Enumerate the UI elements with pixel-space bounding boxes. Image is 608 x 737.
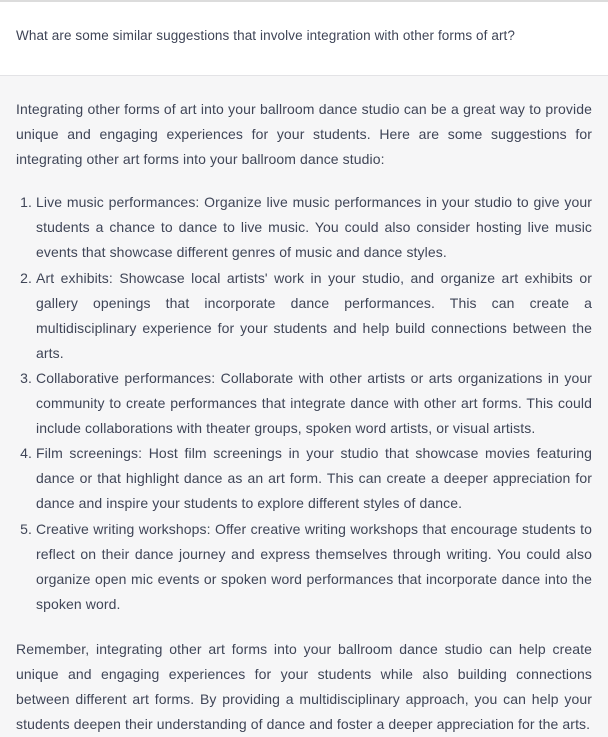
list-item: 3. Collaborative performances: Collaborate with other artists or arts organizations in your community to create performances that integrate dance with other art forms. This could include collaborations with theater groups, spoken word artists, or visual artists. <box>36 366 592 441</box>
list-item: 2. Art exhibits: Showcase local artists' work in your studio, and organize art exhibits or gallery openings that incorporate dance performances. This can create a multidisciplinary experience for your students and help build connections between the arts. <box>36 266 592 366</box>
suggestions-list <box>16 190 592 617</box>
user-message-text: What are some similar suggestions that involve integration with other forms of art? <box>16 28 516 43</box>
list-item: 1. Live music performances: Organize live music performances in your studio to give your students a chance to dance to live music. You could also consider hosting live music events that showcase different genres of music and dance styles. <box>36 190 592 265</box>
assistant-intro-paragraph: Integrating other forms of art into your ballroom dance studio can be a great way to provide unique and engaging experiences for your students. Here are some suggestions for integrating other art forms into your ballroom dance studio: <box>16 101 592 168</box>
assistant-outro-paragraph: Remember, integrating other art forms into your ballroom dance studio can help create unique and engaging experiences for your students while also building connections between different art forms. By providing a multidisciplinary approach, you can help your students deepen their understanding of dance and foster a deeper appreciation for the arts. <box>16 640 592 733</box>
assistant-message <box>0 76 608 737</box>
list-item: 5. Creative writing workshops: Offer creative writing workshops that encourage students to reflect on their dance journey and express themselves through writing. You could also organize open mic events or spoken word performances that incorporate dance into the spoken word. <box>36 517 592 617</box>
list-item: 4. Film screenings: Host film screenings in your studio that showcase movies featuring dance or that highlight dance as an art form. This can create a deeper appreciation for dance and inspire your students to explore different styles of dance. <box>36 441 592 516</box>
user-message <box>0 2 608 76</box>
